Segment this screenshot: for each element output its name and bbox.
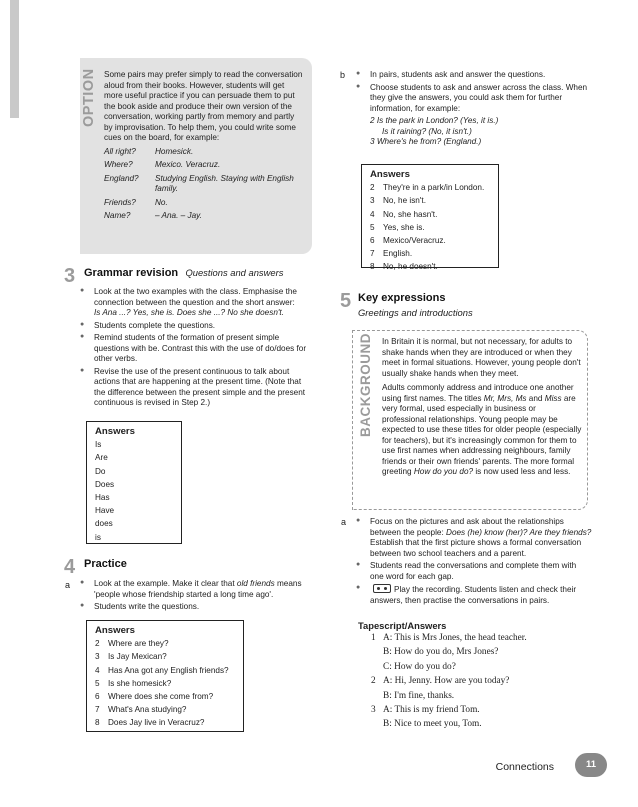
list-item: ● Look at the two examples with the class. Emphasise the connection between the question and the short answer: Is Ana ...? Yes, she is. Does she ...? No she doesn't. bbox=[80, 287, 310, 319]
background-paragraph-1: In Britain it is normal, but not necessary, for adults to shake hands when they are introduced or when they meet in formal situations. However, young people don't usually shake hands when they meet. bbox=[382, 337, 581, 378]
section-5-instructions bbox=[356, 517, 592, 608]
section-4-letter: a bbox=[65, 580, 71, 590]
answer-row: 5 Is she homesick? bbox=[95, 678, 172, 688]
cassette-icon bbox=[373, 584, 391, 593]
background-paragraph-2: Adults commonly address and introduce one another using first names. The titles Mr, Mrs, Ms and Miss are very formal, used especially in business or professional relationships. Young people may be expected to use these titles for older people (especially for teachers), but it's increasingly common for them to use first names when addressing neighbours, family friends or their own friends' parents. The more formal greeting How do you do? is now used less and less. bbox=[382, 383, 582, 476]
tapescript-line: 3 A: This is my friend Tom. bbox=[371, 704, 480, 715]
answer-row: 4 Has Ana got any English friends? bbox=[95, 665, 229, 675]
part-b-answers-box bbox=[361, 164, 499, 272]
dialogue-row: England? Studying English. Staying with English family. bbox=[104, 173, 294, 193]
answer-row: 7 English. bbox=[370, 249, 413, 259]
page-edge-strip bbox=[10, 0, 19, 118]
section-3-answers-box bbox=[86, 421, 182, 544]
answer-row: Does bbox=[95, 479, 115, 489]
answer-row: Is bbox=[95, 440, 102, 450]
section-5-number: 5 bbox=[340, 290, 352, 312]
answer-row: is bbox=[95, 532, 101, 542]
list-item: ● Look at the example. Make it clear that old friends means 'people whose friendship started a long time ago'. bbox=[80, 579, 316, 600]
section-3-number: 3 bbox=[64, 265, 76, 287]
answer-row: does bbox=[95, 519, 113, 529]
section-4-instructions bbox=[80, 579, 316, 615]
tapescript-line: B: I'm fine, thanks. bbox=[383, 690, 455, 701]
list-item: ● Focus on the pictures and ask about the relationships between the people: Does (he) know (her)? Are they friends? Establish that the first picture shows a formal conversation between two school teachers and a parent. bbox=[356, 517, 592, 559]
section-4-answers-box bbox=[86, 620, 244, 732]
section-4-title: Practice bbox=[84, 558, 127, 570]
answer-row: 3 No, he isn't. bbox=[370, 196, 426, 206]
footer-book-title: Connections bbox=[495, 761, 554, 773]
answers-title: Answers bbox=[370, 169, 410, 180]
background-text bbox=[382, 337, 582, 482]
section-4-number: 4 bbox=[64, 556, 76, 578]
answer-row: Are bbox=[95, 453, 108, 463]
answer-row: 7 What's Ana studying? bbox=[95, 705, 187, 715]
tapescript-line: 1 A: This is Mrs Jones, the head teacher. bbox=[371, 633, 527, 643]
answer-row: 5 Yes, she is. bbox=[370, 222, 425, 232]
answer-row: Has bbox=[95, 493, 110, 503]
list-item: ● Remind students of the formation of present simple questions with be. Contrast this with the use of do/does for other verbs. bbox=[80, 333, 310, 365]
list-item: ● Students complete the questions. bbox=[80, 321, 310, 332]
option-paragraph: Some pairs may prefer simply to read the conversation aloud from their books. However, students will get more useful practice if you can persuade them to put the book aside and produce their own version of the conversation, working partly from memory and partly by improvisation. To help them, you could write some cues on the board, for example: bbox=[104, 70, 303, 142]
dialogue-row: Name? – Ana. – Jay. bbox=[104, 211, 202, 220]
section-3-title: Grammar revision bbox=[84, 267, 179, 279]
option-label: OPTION bbox=[81, 68, 97, 127]
section-5-letter: a bbox=[341, 517, 347, 527]
answer-row: 8 No, he doesn't. bbox=[370, 262, 438, 272]
answer-row: 6 Where does she come from? bbox=[95, 692, 214, 702]
option-text bbox=[104, 70, 304, 225]
tapescript-line: 2 A: Hi, Jenny. How are you today? bbox=[371, 676, 510, 687]
section-5-subtitle: Greetings and introductions bbox=[358, 307, 473, 318]
tapescript bbox=[371, 633, 591, 734]
list-item: ● Choose students to ask and answer across the class. When they give the answers, you could ask them for further information, for example: bbox=[356, 83, 592, 115]
background-label: BACKGROUND bbox=[358, 333, 373, 437]
tapescript-line: B: Nice to meet you, Tom. bbox=[383, 719, 482, 730]
answer-row: 2 They're in a park/in London. bbox=[370, 183, 485, 193]
dialogue-row: All right? Homesick. bbox=[104, 146, 194, 156]
section-5-title: Key expressions bbox=[358, 292, 446, 304]
section-3-subtitle: Questions and answers bbox=[185, 267, 284, 278]
list-item: ● Students write the questions. bbox=[80, 602, 316, 613]
answer-row: 6 Mexico/Veracruz. bbox=[370, 236, 446, 246]
answers-title: Answers bbox=[95, 625, 135, 636]
page-number: 11 bbox=[575, 753, 607, 777]
option-dialogue bbox=[104, 147, 304, 222]
list-item: ● Play the recording. Students listen and check their answers, then practise the conversations in pairs. bbox=[356, 584, 592, 606]
section-3-heading bbox=[84, 266, 283, 280]
answer-row: 4 No, she hasn't. bbox=[370, 209, 438, 219]
answer-row: 2 Where are they? bbox=[95, 639, 169, 649]
answer-row: 8 Does Jay live in Veracruz? bbox=[95, 718, 205, 728]
dialogue-row: Friends? No. bbox=[104, 197, 168, 207]
tapescript-line: B: How do you do, Mrs Jones? bbox=[383, 647, 499, 658]
list-item: ● In pairs, students ask and answer the questions. bbox=[356, 70, 592, 81]
answer-row: Do bbox=[95, 466, 106, 476]
part-b-letter: b bbox=[340, 70, 346, 80]
answer-row: 3 Is Jay Mexican? bbox=[95, 652, 167, 662]
dialogue-row: Where? Mexico. Veracruz. bbox=[104, 160, 221, 169]
tapescript-title: Tapescript/Answers bbox=[358, 620, 447, 631]
list-item: ● Revise the use of the present continuous to talk about actions that are happening at the present time. (Note that the difference between the present simple and the present continuous is revised in Step 2.) bbox=[80, 367, 310, 409]
answer-row: Have bbox=[95, 506, 115, 516]
part-b-examples: 2 Is the park in London? (Yes, it is.) Is it raining? (No, it isn't.) 3 Where's he from? (England.) bbox=[370, 116, 499, 146]
list-item: ● Students read the conversations and complete them with one word for each gap. bbox=[356, 561, 592, 582]
tapescript-line: C: How do you do? bbox=[383, 661, 456, 672]
answers-title: Answers bbox=[95, 426, 135, 437]
part-b-instructions bbox=[356, 70, 592, 148]
section-3-instructions bbox=[80, 287, 310, 411]
